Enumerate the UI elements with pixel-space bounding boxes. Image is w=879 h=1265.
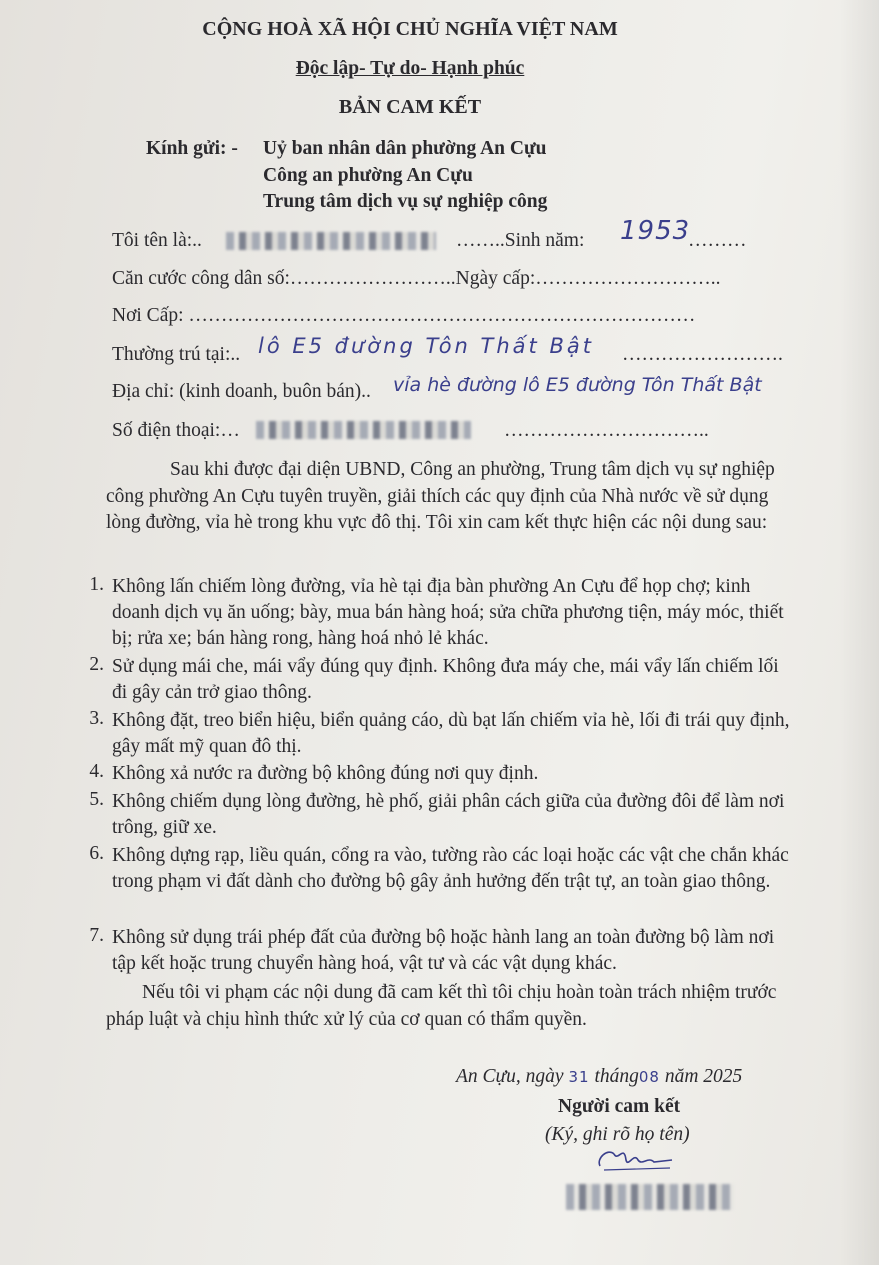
residence-value: lô E5 đường Tôn Thất Bật	[258, 334, 594, 358]
list-number: 3.	[89, 708, 104, 729]
signer-note: (Ký, ghi rõ họ tên)	[545, 1124, 690, 1145]
list-number: 6.	[89, 843, 104, 864]
recipient-3: Trung tâm dịch vụ sự nghiệp công	[263, 191, 548, 212]
page-shadow	[839, 0, 879, 1265]
issue-place-line: Nơi Cấp: ……………………………………………………………………	[112, 305, 696, 326]
list-number: 1.	[89, 574, 104, 595]
date-day: 31	[568, 1068, 590, 1086]
date-month: 08	[638, 1068, 660, 1086]
list-number: 4.	[89, 761, 104, 782]
list-text: Không chiếm dụng lòng đường, hè phố, giải phân cách giữa của đường đôi để làm nơi trông, giữ xe.	[112, 791, 785, 838]
id-card-line: Căn cước công dân số:……………………..Ngày cấp:………………………..	[112, 268, 721, 289]
recipient-1: Uỷ ban nhân dân phường An Cựu	[263, 138, 547, 159]
phone-dots: …………………………..	[504, 420, 709, 441]
date-line	[456, 1066, 742, 1088]
birth-label: ……..Sinh năm:	[456, 230, 585, 251]
closing-paragraph: Nếu tôi vi phạm các nội dung đã cam kết thì tôi chịu hoàn toàn trách nhiệm trước pháp luật và chịu hình thức xử lý của cơ quan có thẩm quyền.	[106, 982, 777, 1030]
recipient-2: Công an phường An Cựu	[263, 165, 473, 186]
document-title: BẢN CAM KẾT	[338, 96, 482, 118]
address-value: vỉa hè đường lô E5 đường Tôn Thất Bật	[393, 374, 762, 396]
birth-dots: ………	[688, 230, 747, 251]
name-label: Tôi tên là:..	[112, 230, 202, 251]
phone-label: Số điện thoại:…	[112, 420, 240, 441]
list-number: 5.	[89, 789, 104, 810]
list-text: Sử dụng mái che, mái vẩy đúng quy định. Không đưa máy che, mái vẩy lấn chiếm lối đi gây cản trở giao thông.	[112, 656, 779, 703]
list-text: Không xả nước ra đường bộ không đúng nơi quy định.	[112, 763, 539, 784]
list-text: Không dựng rạp, liều quán, cổng ra vào, tường rào các loại hoặc các vật che chắn khác trong phạm vi đất dành cho đường bộ gây ảnh hưởng đến trật tự, an toàn giao thông.	[112, 845, 789, 892]
redacted-signer-name	[566, 1184, 734, 1210]
intro-paragraph: Sau khi được đại diện UBND, Công an phường, Trung tâm dịch vụ sự nghiệp công phường An Cựu tuyên truyền, giải thích các quy định của Nhà nước về sử dụng lòng đường, vỉa hè trong khu vực đô thị. Tôi xin cam kết thực hiện các nội dung sau:	[106, 459, 775, 533]
date-prefix: An Cựu, ngày	[456, 1066, 564, 1087]
recipient-label: Kính gửi: -	[146, 138, 238, 159]
signer-title: Người cam kết	[558, 1096, 681, 1117]
motto: Độc lập- Tự do- Hạnh phúc	[295, 58, 525, 79]
list-number: 7.	[89, 925, 104, 946]
list-text: Không lấn chiếm lòng đường, vỉa hè tại địa bàn phường An Cựu để họp chợ; kinh doanh dịch vụ ăn uống; bày, mua bán hàng hoá; sửa chữa phương tiện, máy móc, thiết bị; rửa xe; bán hàng rong, hàng hoá nhỏ lẻ khác.	[112, 576, 784, 649]
redacted-name	[226, 232, 436, 250]
list-text: Không đặt, treo biển hiệu, biển quảng cáo, dù bạt lấn chiếm vỉa hè, lối đi trái quy định, gây mất mỹ quan đô thị.	[112, 710, 790, 757]
signature-mark-icon	[590, 1140, 680, 1176]
address-label: Địa chỉ: (kinh doanh, buôn bán)..	[112, 381, 371, 402]
redacted-phone	[256, 421, 471, 439]
residence-dots: …………………….	[622, 344, 783, 365]
nation-title: CỘNG HOÀ XÃ HỘI CHỦ NGHĨA VIỆT NAM	[202, 18, 618, 40]
birth-year: 1953	[620, 216, 691, 246]
date-month-label: tháng	[594, 1066, 639, 1087]
list-number: 2.	[89, 654, 104, 675]
list-text: Không sử dụng trái phép đất của đường bộ hoặc hành lang an toàn đường bộ làm nơi tập kết hoặc trung chuyển hàng hoá, vật tư và các vật dụng khác.	[112, 927, 775, 974]
date-year: năm 2025	[664, 1066, 743, 1087]
residence-label: Thường trú tại:..	[112, 344, 241, 365]
